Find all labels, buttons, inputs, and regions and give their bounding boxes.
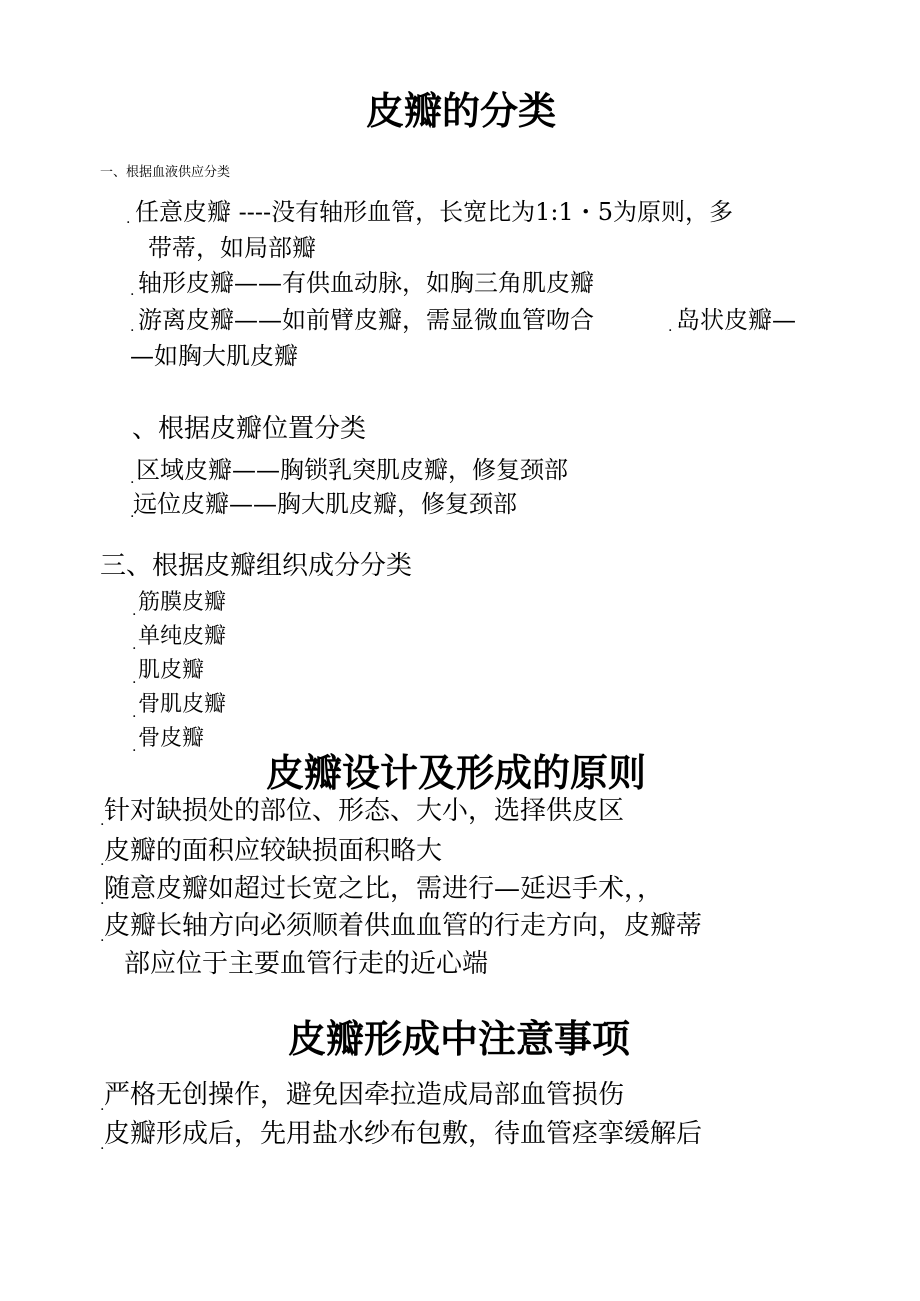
principle-item-4: 皮瓣长轴方向必须顺着供血血管的行走方向，皮瓣蒂 [104, 911, 703, 941]
bullet-mark: . [100, 853, 105, 869]
list-item-fascial-flap: 筋膜皮瓣 [138, 590, 227, 615]
list-item-island-flap-cont: —如胸大肌皮瓣 [130, 342, 298, 370]
list-item-random-flap: 任意皮瓣 ----没有轴形血管，长宽比为1:1・5为原则，多 [135, 198, 733, 226]
precaution-item-2: 皮瓣形成后，先用盐水纱布包敷，待血管痉挛缓解后 [104, 1119, 703, 1149]
bullet-mark: . [130, 471, 135, 487]
bullet-mark: . [130, 319, 135, 335]
list-item-regional-flap: 区域皮瓣——胸锁乳突肌皮瓣，修复颈部 [136, 456, 568, 484]
bullet-mark: . [130, 505, 135, 521]
bullet-mark: . [100, 1137, 105, 1153]
list-item-random-flap-cont: 带蒂，如局部瓣 [148, 234, 316, 262]
principle-item-3: 随意皮瓣如超过长宽之比，需进行—延迟手术，， [104, 874, 664, 904]
list-item-osteocutaneous-flap: 骨皮瓣 [138, 726, 205, 751]
bullet-mark: . [126, 211, 131, 227]
bullet-mark: . [100, 813, 105, 829]
list-item-island-flap: 岛状皮瓣— [676, 306, 796, 334]
list-item-distant-flap: 远位皮瓣——胸大肌皮瓣，修复颈部 [133, 490, 517, 518]
bullet-mark: . [100, 1098, 105, 1114]
bullet-mark: . [132, 603, 137, 619]
bullet-mark: . [132, 705, 137, 721]
list-item-myocutaneous-flap: 肌皮瓣 [138, 658, 205, 683]
section-title-design-principles: 皮瓣设计及形成的原则 [266, 750, 647, 795]
section-title-classification: 皮瓣的分类 [366, 88, 557, 133]
list-item-axial-flap: 轴形皮瓣——有供血动脉，如胸三角肌皮瓣 [138, 269, 594, 297]
bullet-mark: . [130, 283, 135, 299]
subheading-flap-location: 、根据皮瓣位置分类 [132, 414, 367, 444]
bullet-mark: . [100, 929, 105, 945]
bullet-mark: . [132, 637, 137, 653]
precaution-item-1: 严格无创操作，避免因牵拉造成局部血管损伤 [104, 1080, 625, 1110]
principle-item-1: 针对缺损处的部位、形态、大小，选择供皮区 [104, 796, 625, 826]
list-item-free-flap: 游离皮瓣——如前臂皮瓣，需显微血管吻合 [138, 306, 594, 334]
subheading-blood-supply: 一、根据血液供应分类 [100, 165, 231, 180]
list-item-simple-flap: 单纯皮瓣 [138, 624, 227, 649]
bullet-mark: . [132, 739, 137, 755]
bullet-mark: . [132, 671, 137, 687]
list-item-osteomyocutaneous-flap: 骨肌皮瓣 [138, 692, 227, 717]
subheading-tissue-composition: 三、根据皮瓣组织成分分类 [100, 551, 413, 581]
bullet-mark: . [100, 892, 105, 908]
principle-item-4-cont: 部应位于主要血管行走的近心端 [124, 949, 489, 979]
section-title-precautions: 皮瓣形成中注意事项 [288, 1016, 631, 1061]
bullet-mark: . [668, 319, 673, 335]
principle-item-2: 皮瓣的面积应较缺损面积略大 [104, 836, 443, 866]
